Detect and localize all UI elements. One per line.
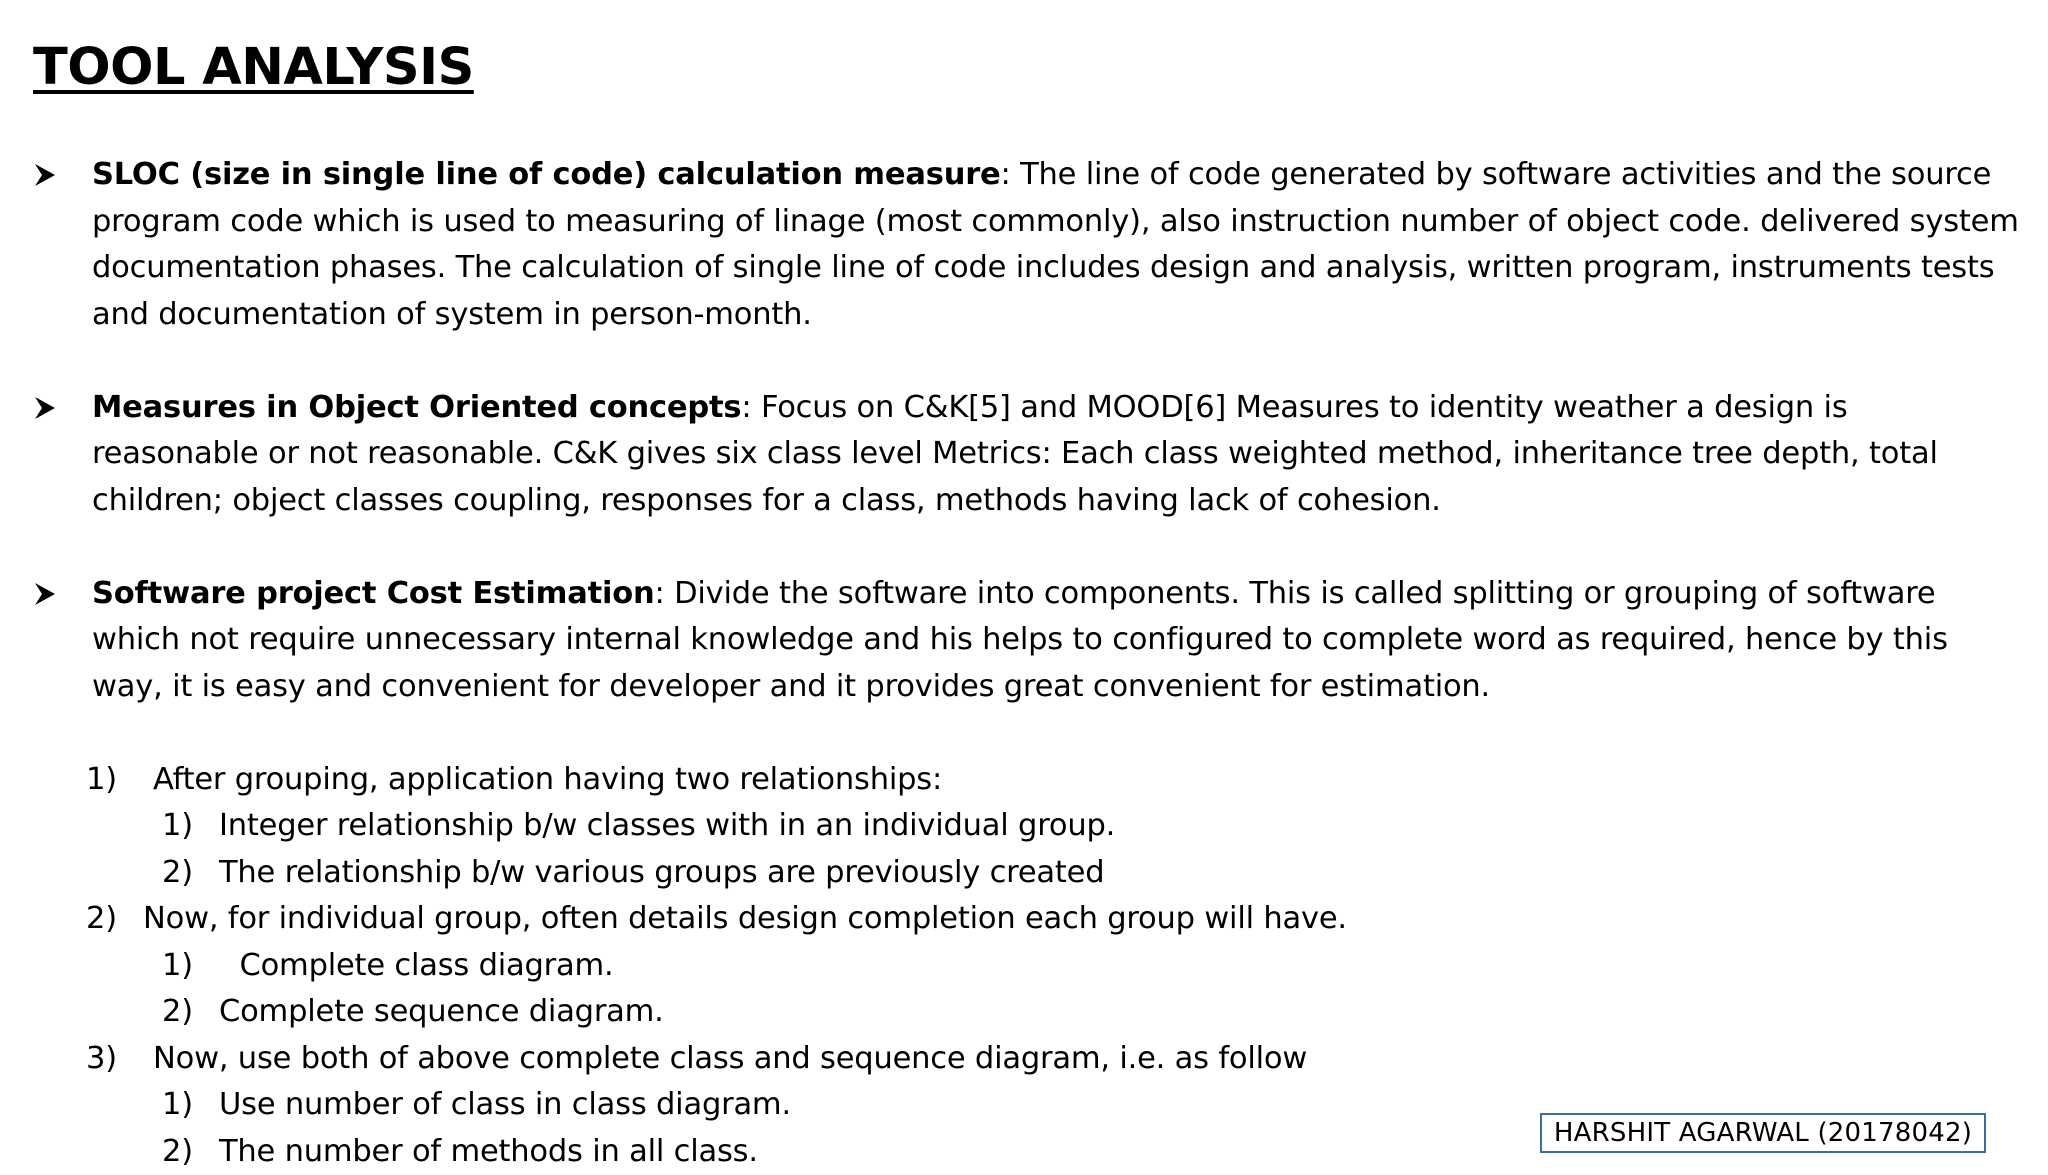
arrowhead-bullet-icon: [33, 385, 63, 431]
list-number: 2): [162, 850, 193, 897]
list-number: 2): [86, 896, 117, 943]
sub-list-item: [33, 943, 2023, 990]
sub-list-item: [33, 850, 2023, 897]
list-number: 1): [162, 1082, 193, 1129]
bullet-sloc: [33, 152, 2023, 338]
bullet-heading: Measures in Object Oriented concepts: [92, 390, 741, 425]
list-item-text: After grouping, application having two relationships:: [33, 757, 942, 804]
list-item-text: Integer relationship b/w classes with in an individual group.: [33, 803, 1115, 850]
list-item-text: Complete class diagram.: [33, 943, 614, 990]
list-item-text: Complete sequence diagram.: [33, 989, 664, 1036]
list-item-text: The number of methods in all class.: [33, 1129, 758, 1175]
list-number: 1): [162, 943, 193, 990]
bullet-body: : The line of code generated by software activities and the source program code which is used to measuring of linage (most commonly), also instruction number of object code. delivered system documentation phases. The calculation of single line of code includes design and analysis, written program, instruments tests and documentation of system in person-month.: [92, 157, 2019, 332]
list-item-text: The relationship b/w various groups are previously created: [33, 850, 1104, 897]
list-number: 2): [162, 1129, 193, 1175]
sub-list-item: [33, 989, 2023, 1036]
sub-list-item: [33, 803, 2023, 850]
bullet-body: : Divide the software into components. This is called splitting or grouping of software which not require unnecessary internal knowledge and his helps to configured to complete word as required, hence by this way, it is easy and convenient for developer and it provides great convenient for estimation.: [92, 576, 1948, 704]
list-number: 3): [86, 1036, 117, 1083]
list-item-text: Now, use both of above complete class and sequence diagram, i.e. as follow: [33, 1036, 1307, 1083]
list-item: [33, 1036, 2023, 1083]
list-item: [33, 896, 2023, 943]
list-number: 1): [162, 803, 193, 850]
bullet-heading: SLOC (size in single line of code) calculation measure: [92, 157, 1001, 192]
list-item: [33, 757, 2023, 804]
bullet-heading: Software project Cost Estimation: [92, 576, 655, 611]
bullet-oo-measures: [33, 385, 2023, 525]
bullet-cost-estimation: [33, 571, 2023, 711]
list-number: 1): [86, 757, 117, 804]
slide-title: TOOL ANALYSIS: [33, 38, 474, 97]
list-item-text: Use number of class in class diagram.: [33, 1082, 791, 1129]
author-footer-box: HARSHIT AGARWAL (20178042): [1540, 1113, 1986, 1153]
arrowhead-bullet-icon: [33, 152, 63, 198]
list-number: 2): [162, 989, 193, 1036]
bullet-body: : Focus on C&K[5] and MOOD[6] Measures to identity weather a design is reasonable or not reasonable. C&K gives six class level Metrics: Each class weighted method, inheritance tree depth, total children; object classes coupling, responses for a class, methods having lack of cohesion.: [92, 390, 1938, 518]
slide-content: [33, 152, 2023, 1175]
list-item-text: Now, for individual group, often details design completion each group will have.: [33, 896, 1347, 943]
arrowhead-bullet-icon: [33, 571, 63, 617]
